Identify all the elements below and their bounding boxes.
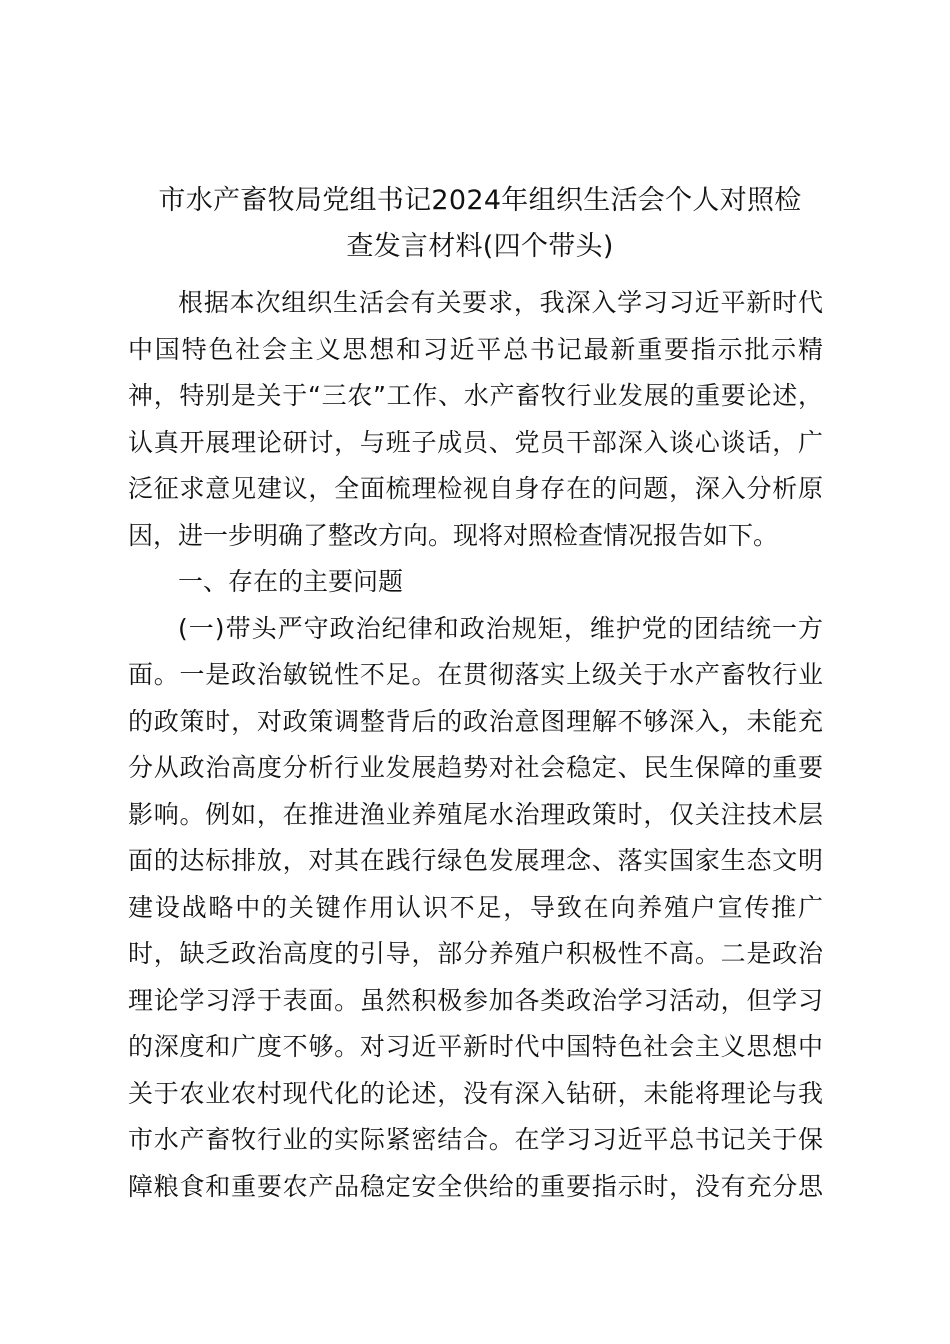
title-line: 市水产畜牧局党组书记2024年组织生活会个人对照检 — [158, 185, 802, 216]
paragraph-line: 的政策时，对政策调整背后的政治意图理解不够深入，未能充 — [128, 706, 823, 736]
section-heading: 一、存在的主要问题 — [178, 567, 404, 596]
paragraph-line: 神，特别是关于“三农”工作、水产畜牧行业发展的重要论述， — [128, 381, 823, 410]
title-line: 查发言材料(四个带头) — [346, 231, 614, 262]
document-title — [120, 178, 840, 270]
paragraph-line: 泛征求意见建议，全面梳理检视自身存在的问题，深入分析原 — [128, 474, 823, 503]
paragraph-line: 面的达标排放，对其在践行绿色发展理念、落实国家生态文明 — [128, 846, 823, 875]
paragraph-line: 影响。例如，在推进渔业养殖尾水治理政策时，仅关注技术层 — [128, 799, 823, 829]
paragraph-line: 认真开展理论研讨，与班子成员、党员干部深入谈心谈话，广 — [128, 427, 823, 457]
paragraph-line: 面。一是政治敏锐性不足。在贯彻落实上级关于水产畜牧行业 — [128, 660, 823, 689]
paragraph-line: 分从政治高度分析行业发展趋势对社会稳定、民生保障的重要 — [128, 753, 823, 782]
document-body — [128, 280, 823, 1210]
paragraph-line: 建设战略中的关键作用认识不足，导致在向养殖户宣传推广 — [128, 892, 823, 922]
paragraph-line: 因，进一步明确了整改方向。现将对照检查情况报告如下。 — [128, 520, 779, 550]
paragraph-line: 关于农业农村现代化的论述，没有深入钻研，未能将理论与我 — [128, 1078, 823, 1108]
paragraph-line: 障粮食和重要农产品稳定安全供给的重要指示时，没有充分思 — [128, 1171, 823, 1201]
paragraph-line: (一)带头严守政治纪律和政治规矩，维护党的团结统一方 — [178, 613, 823, 643]
paragraph-line: 的深度和广度不够。对习近平新时代中国特色社会主义思想中 — [128, 1032, 823, 1061]
paragraph-line: 根据本次组织生活会有关要求，我深入学习习近平新时代 — [178, 288, 823, 317]
paragraph-line: 市水产畜牧行业的实际紧密结合。在学习习近平总书记关于保 — [128, 1125, 823, 1154]
paragraph-line: 中国特色社会主义思想和习近平总书记最新重要指示批示精 — [128, 334, 823, 364]
paragraph-line: 时，缺乏政治高度的引导，部分养殖户积极性不高。二是政治 — [128, 939, 823, 968]
paragraph-line: 理论学习浮于表面。虽然积极参加各类政治学习活动，但学习 — [128, 985, 823, 1015]
